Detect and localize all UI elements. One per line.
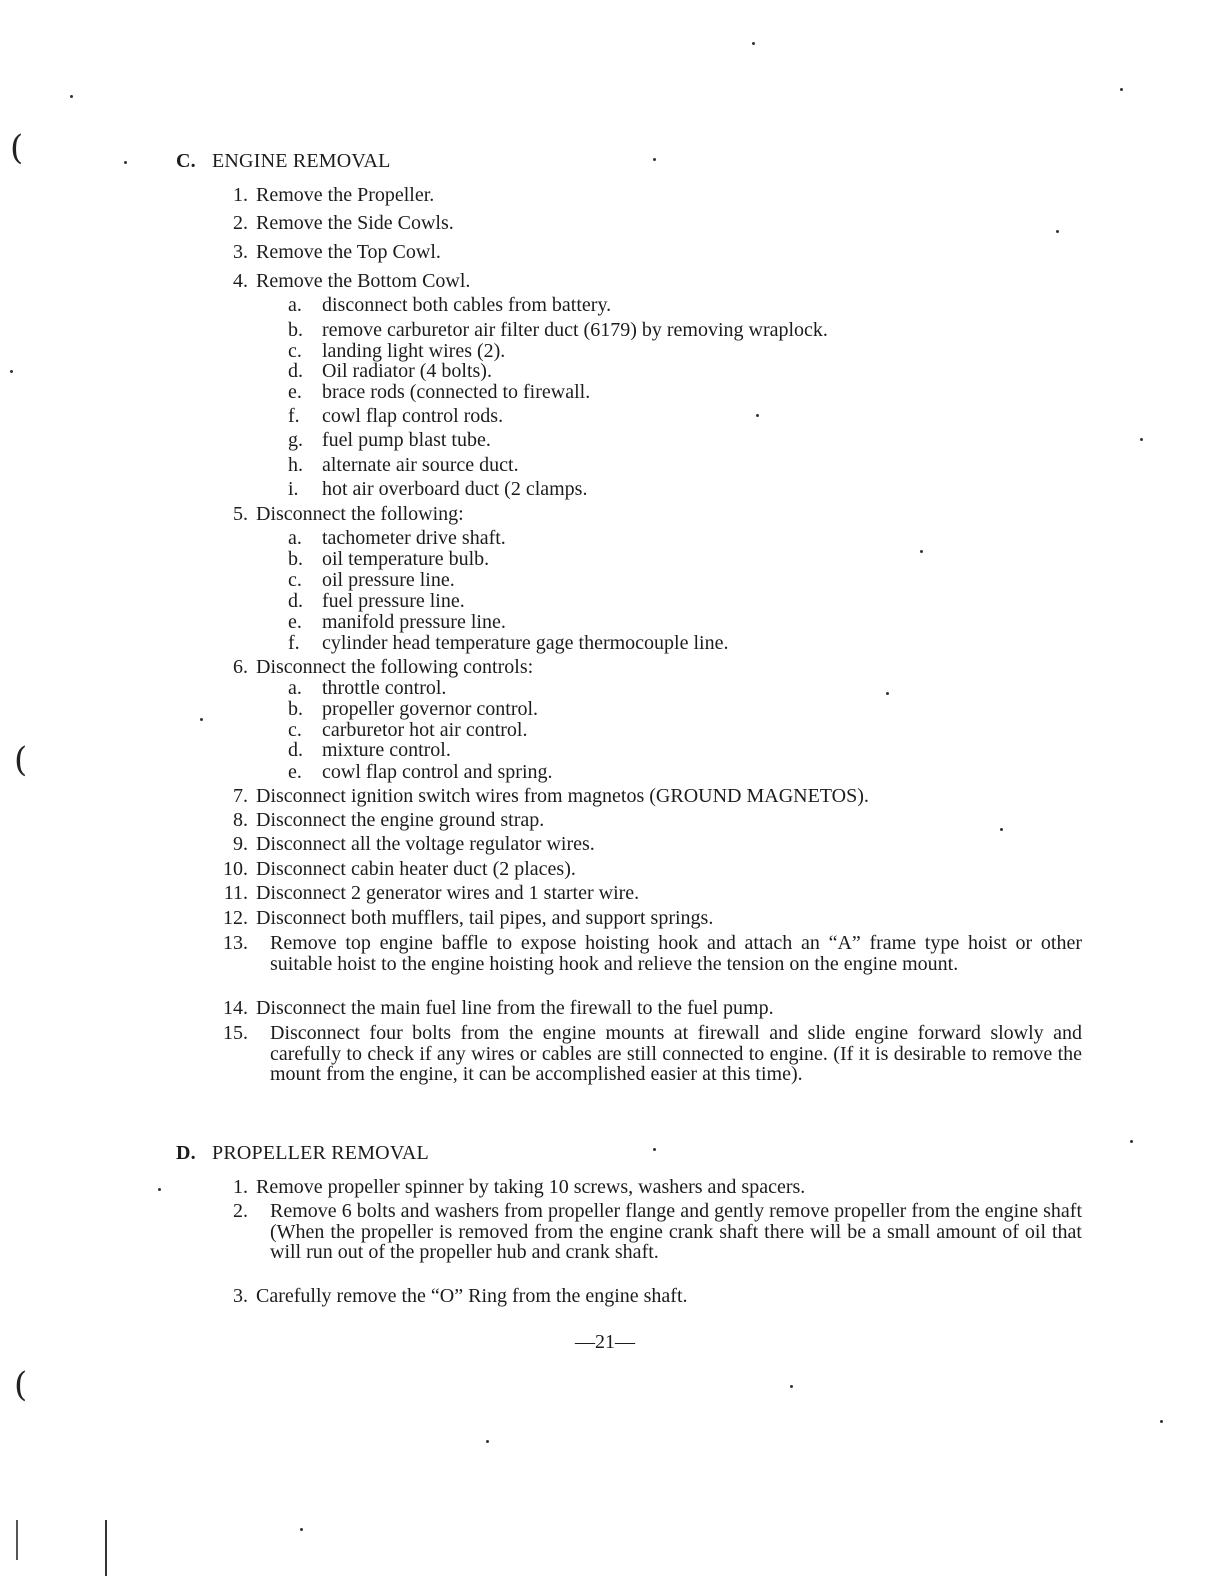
step-d2-text: Remove 6 bolts and washers from propeller flange and gently remove propeller from the engine shaft (When the propeller is removed from the engine crank shaft there will be a small amount of oil that will run out of the propeller hub and crank shaft. (270, 1200, 1082, 1263)
sub-item (288, 341, 505, 361)
sub-item (288, 591, 465, 611)
sub-letter: g. (288, 429, 303, 451)
step-text: Disconnect the main fuel line from the firewall to the fuel pump. (256, 997, 774, 1019)
sub-letter: e. (288, 761, 302, 783)
step-c6 (218, 657, 533, 677)
sub-text: propeller governor control. (322, 698, 539, 720)
step-number: 2. (233, 212, 248, 234)
sub-letter: a. (288, 294, 302, 316)
sub-text: disconnect both cables from battery. (322, 294, 612, 316)
step-number: 1. (233, 184, 248, 206)
sub-text: alternate air source duct. (322, 454, 519, 476)
punch-hole-mark: ( (14, 1365, 28, 1405)
sub-text: manifold pressure line. (322, 611, 506, 633)
sub-text: cowl flap control and spring. (322, 761, 553, 783)
section-c-letter: C. (176, 150, 196, 172)
step-c7 (218, 786, 869, 806)
sub-letter: a. (288, 677, 302, 699)
sub-item (288, 633, 728, 653)
sub-letter: a. (288, 527, 302, 549)
step-number: 5. (233, 503, 248, 525)
sub-item (288, 528, 506, 548)
sub-letter: b. (288, 319, 303, 341)
sub-item (288, 570, 455, 590)
scan-speck (1120, 88, 1123, 91)
sub-letter: e. (288, 381, 302, 403)
scan-speck (1056, 230, 1059, 233)
sub-letter: f. (288, 632, 300, 654)
sub-text: brace rods (connected to firewall. (322, 381, 591, 403)
step-number: 2. (233, 1200, 248, 1222)
step-c13-text: Remove top engine baffle to expose hoisting hook and attach an “A” frame type hoist or other suitable hoist to the engine hoisting hook and relieve the tension on the engine mount. (270, 932, 1082, 975)
step-c13-number (218, 933, 256, 953)
step-c1 (218, 185, 434, 205)
sub-text: tachometer drive shaft. (322, 527, 506, 549)
step-d2-number (218, 1201, 256, 1221)
step-c3 (218, 242, 441, 262)
section-d-letter: D. (176, 1142, 196, 1164)
scan-speck (1140, 438, 1143, 441)
scan-speck (752, 42, 755, 45)
step-text: Disconnect the engine ground strap. (256, 809, 545, 831)
section-c-heading (176, 151, 391, 171)
scan-edge-mark (16, 1520, 18, 1560)
step-number: 1. (233, 1176, 248, 1198)
sub-item (288, 612, 506, 632)
page-number: —21— (575, 1331, 635, 1353)
step-number: 3. (233, 1285, 248, 1307)
sub-text: hot air overboard duct (2 clamps. (322, 478, 588, 500)
sub-letter: h. (288, 454, 303, 476)
step-text: Remove the Side Cowls. (256, 212, 454, 234)
step-c9 (218, 834, 595, 854)
sub-text: remove carburetor air filter duct (6179) by removing wraplock. (322, 319, 828, 341)
scan-speck (486, 1440, 489, 1443)
sub-item (288, 740, 451, 760)
step-c12 (218, 908, 713, 928)
step-text: Remove the Bottom Cowl. (256, 270, 471, 292)
section-d-title: PROPELLER REMOVAL (212, 1142, 429, 1164)
step-c11 (218, 883, 639, 903)
scan-speck (158, 1188, 161, 1191)
scan-speck (1000, 828, 1003, 831)
scan-speck (1130, 1140, 1133, 1143)
sub-text: carburetor hot air control. (322, 719, 528, 741)
step-c4 (218, 271, 470, 291)
step-number: 13. (223, 932, 248, 954)
sub-item (288, 455, 519, 475)
scan-speck (1160, 1420, 1163, 1423)
scan-speck (70, 95, 73, 98)
sub-letter: d. (288, 590, 303, 612)
sub-item (288, 406, 503, 426)
step-text: Disconnect ignition switch wires from magnetos (GROUND MAGNETOS). (256, 785, 869, 807)
scan-speck (124, 161, 127, 164)
step-text: Disconnect 2 generator wires and 1 starter wire. (256, 882, 640, 904)
scan-speck (653, 1148, 656, 1151)
step-text: Remove propeller spinner by taking 10 screws, washers and spacers. (256, 1176, 806, 1198)
step-c15-text: Disconnect four bolts from the engine mounts at firewall and slide engine forward slowly and carefully to check if any wires or cables are still connected to engine. (If it is desirable to remove the mount from the engine, it can be accomplished easier at this time). (270, 1022, 1082, 1085)
step-text: Disconnect cabin heater duct (2 places). (256, 858, 576, 880)
sub-text: oil pressure line. (322, 569, 455, 591)
step-number: 6. (233, 656, 248, 678)
step-d1 (218, 1177, 805, 1197)
sub-letter: i. (288, 478, 299, 500)
step-number: 8. (233, 809, 248, 831)
step-number: 3. (233, 241, 248, 263)
step-d3 (218, 1286, 688, 1306)
sub-letter: e. (288, 611, 302, 633)
step-c8 (218, 810, 544, 830)
scan-speck (200, 718, 203, 721)
step-number: 4. (233, 270, 248, 292)
scan-speck (790, 1385, 793, 1388)
sub-text: cowl flap control rods. (322, 405, 504, 427)
sub-item (288, 549, 489, 569)
step-text: Disconnect all the voltage regulator wires. (256, 833, 595, 855)
punch-hole-mark: ( (10, 128, 24, 168)
sub-item (288, 430, 491, 450)
step-text: Disconnect both mufflers, tail pipes, and support springs. (256, 907, 714, 929)
step-number: 15. (223, 1022, 248, 1044)
sub-text: cylinder head temperature gage thermocouple line. (322, 632, 729, 654)
sub-letter: b. (288, 698, 303, 720)
step-number: 14. (223, 997, 248, 1019)
punch-hole-mark: ( (14, 740, 28, 780)
step-c14 (218, 998, 774, 1018)
sub-letter: b. (288, 548, 303, 570)
step-number: 9. (233, 833, 248, 855)
sub-item (288, 382, 590, 402)
scan-speck (653, 158, 656, 161)
sub-letter: c. (288, 340, 302, 362)
sub-text: oil temperature bulb. (322, 548, 490, 570)
sub-item (288, 320, 828, 340)
sub-item (288, 678, 446, 698)
sub-letter: d. (288, 360, 303, 382)
step-number: 12. (223, 907, 248, 929)
step-c10 (218, 859, 576, 879)
step-c2 (218, 213, 454, 233)
sub-item (288, 479, 587, 499)
sub-letter: d. (288, 739, 303, 761)
step-text: Disconnect the following controls: (256, 656, 534, 678)
scan-speck (10, 370, 13, 373)
step-c15-number (218, 1023, 256, 1043)
scan-edge-mark (105, 1520, 107, 1576)
sub-text: mixture control. (322, 739, 451, 761)
scan-speck (886, 692, 889, 695)
sub-text: Oil radiator (4 bolts). (322, 360, 492, 382)
step-number: 10. (223, 858, 248, 880)
step-text: Remove the Top Cowl. (256, 241, 441, 263)
sub-text: throttle control. (322, 677, 447, 699)
step-c5 (218, 504, 464, 524)
scan-speck (920, 550, 923, 553)
sub-letter: f. (288, 405, 300, 427)
step-number: 7. (233, 785, 248, 807)
sub-letter: c. (288, 569, 302, 591)
sub-item (288, 361, 492, 381)
sub-item (288, 699, 538, 719)
section-c-title: ENGINE REMOVAL (212, 150, 391, 172)
sub-item (288, 762, 553, 782)
sub-item (288, 295, 611, 315)
step-text: Carefully remove the “O” Ring from the engine shaft. (256, 1285, 688, 1307)
sub-item (288, 720, 527, 740)
section-d-heading (176, 1143, 429, 1163)
scan-speck (300, 1528, 303, 1531)
step-text: Disconnect the following: (256, 503, 464, 525)
sub-text: fuel pump blast tube. (322, 429, 491, 451)
step-text: Remove the Propeller. (256, 184, 435, 206)
sub-letter: c. (288, 719, 302, 741)
step-number: 11. (223, 882, 248, 904)
sub-text: fuel pressure line. (322, 590, 465, 612)
scan-speck (756, 414, 759, 417)
sub-text: landing light wires (2). (322, 340, 506, 362)
